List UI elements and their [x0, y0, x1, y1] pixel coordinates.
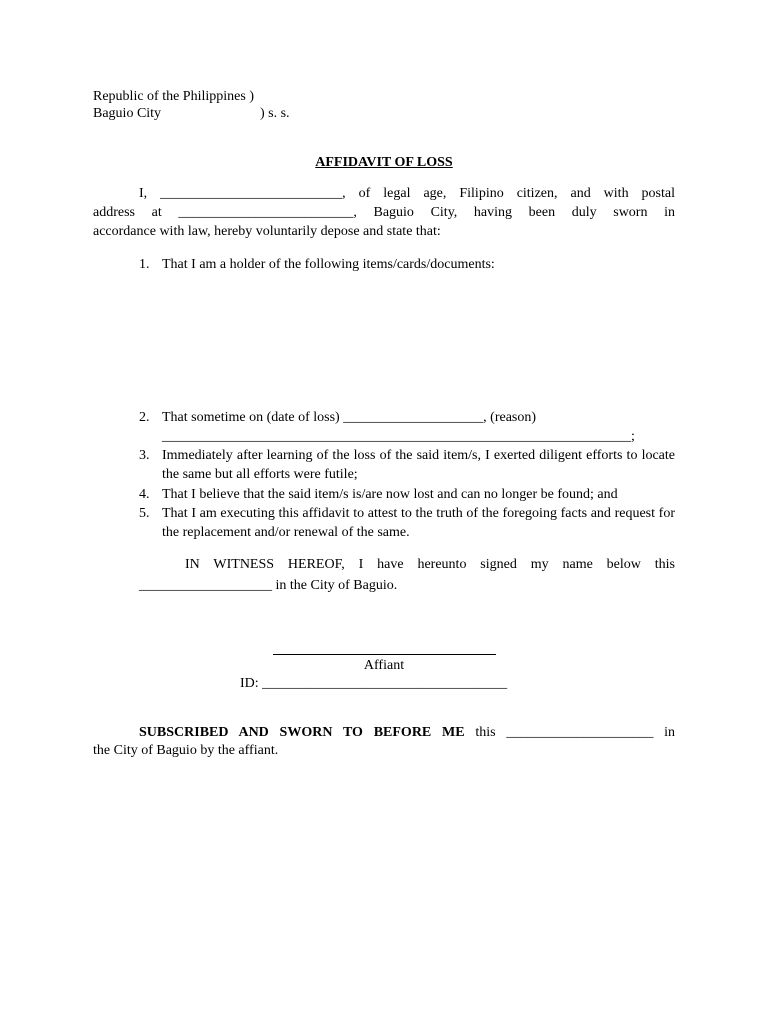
document-title: AFFIDAVIT OF LOSS	[315, 155, 453, 170]
list-number: 2.	[139, 410, 150, 425]
affiant-signature-line	[273, 654, 496, 655]
jurat-text: this _____________________ in	[464, 725, 675, 740]
list-number: 3.	[139, 448, 150, 463]
witness-line-1: IN WITNESS HEREOF, I have hereunto signed my name below this	[185, 557, 675, 572]
list-number: 4.	[139, 487, 150, 502]
intro-line-2: address at _________________________, Baguio City, having been duly sworn in	[93, 205, 675, 220]
list-text: That I believe that the said item/s is/are now lost and can no longer be found; and	[162, 487, 618, 502]
list-number: 1.	[139, 257, 150, 272]
list-text: That I am executing this affidavit to attest to the truth of the foregoing facts and request for the replacement and/or renewal of the same.	[162, 506, 675, 540]
list-text-line-1: That sometime on (date of loss) ____________________, (reason)	[162, 410, 537, 425]
list-text-line-2: ___________________________________________________________________;	[162, 429, 635, 444]
list-item-5	[139, 504, 675, 542]
affiant-id-field: ID: ___________________________________	[240, 676, 508, 691]
venue-city: Baguio City	[93, 106, 162, 121]
affiant-label: Affiant	[363, 658, 405, 673]
jurat-line-1	[139, 723, 675, 742]
list-number: 5.	[139, 506, 150, 521]
intro-line-1: I, __________________________, of legal age, Filipino citizen, and with postal	[139, 186, 675, 201]
list-item-4	[139, 485, 675, 504]
intro-line-3: accordance with law, hereby voluntarily depose and state that:	[93, 224, 441, 239]
list-item-1	[139, 255, 675, 274]
venue-republic: Republic of the Philippines )	[93, 89, 254, 104]
jurat-bold-text: SUBSCRIBED AND SWORN TO BEFORE ME	[139, 725, 465, 740]
list-text: That I am a holder of the following items/cards/documents:	[162, 257, 495, 272]
witness-line-2: ___________________ in the City of Baguio.	[139, 578, 398, 593]
venue-ss: ) s. s.	[260, 106, 290, 121]
jurat-line-2: the City of Baguio by the affiant.	[93, 743, 279, 758]
list-item-2	[139, 408, 675, 446]
list-item-3	[139, 446, 675, 484]
list-text: Immediately after learning of the loss of the said item/s, I exerted diligent efforts to locate the same but all efforts were futile;	[162, 448, 675, 482]
